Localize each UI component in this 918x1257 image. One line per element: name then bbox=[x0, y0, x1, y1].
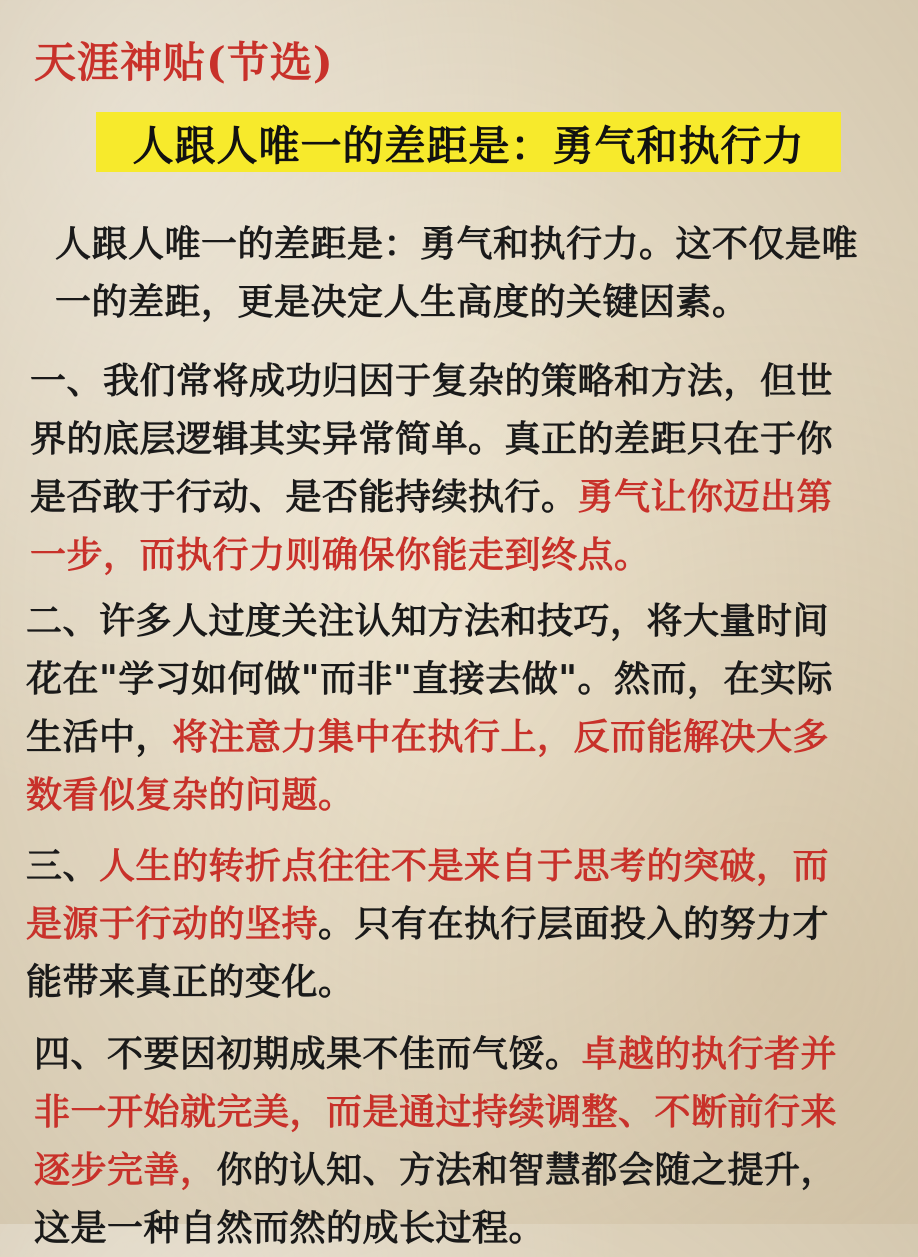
headline-highlight bbox=[96, 112, 841, 172]
p2-line-1: 二、许多人过度关注认知方法和技巧，将大量时间 bbox=[26, 600, 830, 642]
p4-line-1-text: 四、不要因初期成果不佳而气馁。 bbox=[34, 1033, 582, 1075]
p4-line-3-text: 你的认知、方法和智慧都会随之提升， bbox=[216, 1149, 838, 1191]
p3-line-3: 能带来真正的变化。 bbox=[26, 961, 355, 1003]
p3-line-2-highlight: 是源于行动的坚持 bbox=[26, 903, 319, 945]
p4-line-1-highlight: 卓越的执行者并 bbox=[581, 1033, 838, 1075]
p4-line-1 bbox=[34, 1025, 837, 1083]
p1-line-1: 一、我们常将成功归因于复杂的策略和方法，但世 bbox=[30, 360, 834, 402]
p2-line-3-text: 生活中， bbox=[26, 716, 173, 758]
p3-line-2 bbox=[26, 895, 829, 953]
headline-text: 人跟人唯一的差距是：勇气和执行力 bbox=[132, 121, 805, 170]
p4-line-2-highlight: 非一开始就完美，而是通过持续调整、不断前行来 bbox=[34, 1091, 838, 1133]
p1-line-4-highlight: 一步，而执行力则确保你能走到终点。 bbox=[30, 534, 651, 576]
paragraph-1 bbox=[30, 352, 833, 584]
paragraph-3 bbox=[26, 837, 829, 1011]
p4-line-3-highlight: 逐步完善， bbox=[34, 1149, 217, 1191]
p4-line-3 bbox=[34, 1141, 837, 1199]
intro-paragraph bbox=[55, 215, 858, 331]
p1-line-2: 界的底层逻辑其实异常简单。真正的差距只在于你 bbox=[30, 418, 834, 460]
p3-line-1 bbox=[26, 837, 829, 895]
paragraph-2 bbox=[26, 592, 833, 824]
page-title: 天涯神贴(节选) bbox=[34, 38, 334, 87]
p3-line-1-highlight: 人生的转折点往往不是来自于思考的突破，而 bbox=[99, 845, 830, 887]
p4-line-4: 这是一种自然而然的成长过程。 bbox=[34, 1207, 546, 1249]
p3-line-1-text: 三、 bbox=[26, 845, 100, 887]
p1-line-3-text: 是否敢于行动、是否能持续执行。 bbox=[30, 476, 578, 518]
intro-line-1: 人跟人唯一的差距是：勇气和执行力。这不仅是唯 bbox=[55, 223, 859, 265]
p2-line-4-highlight: 数看似复杂的问题。 bbox=[26, 774, 355, 816]
p3-line-2-text: 。只有在执行层面投入的努力才 bbox=[318, 903, 830, 945]
p2-line-3-highlight: 将注意力集中在执行上，反而能解决大多 bbox=[172, 716, 830, 758]
p1-line-3 bbox=[30, 468, 833, 526]
intro-line-2: 一的差距，更是决定人生高度的关键因素。 bbox=[55, 281, 749, 323]
p1-line-3-highlight: 勇气让你迈出第 bbox=[577, 476, 834, 518]
p2-line-3 bbox=[26, 708, 833, 766]
p2-line-2: 花在"学习如何做"而非"直接去做"。然而，在实际 bbox=[26, 658, 834, 700]
paragraph-4 bbox=[34, 1025, 837, 1257]
